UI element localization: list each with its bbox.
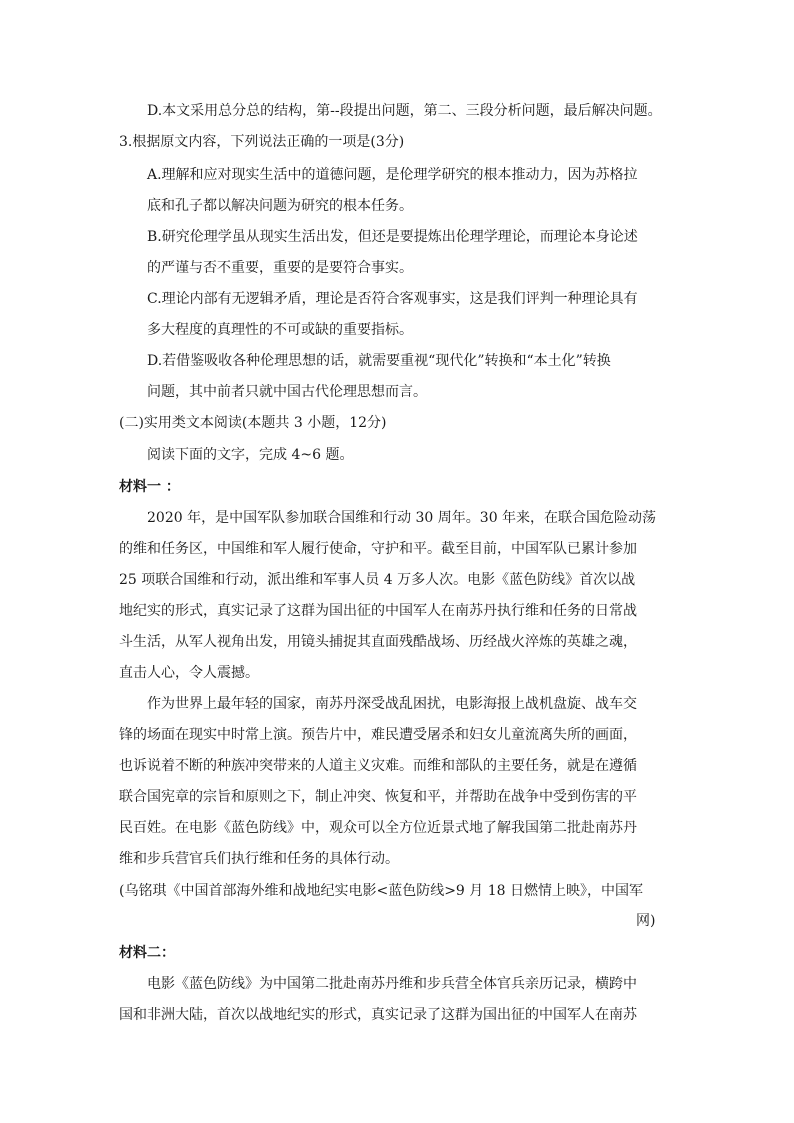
option-c-line1: C.理论内部有无逻辑矛盾，理论是否符合客观事实，这是我们评判一种理论具有 <box>147 291 638 307</box>
option-c-line2: 多大程度的真理性的不可或缺的重要指标。 <box>147 322 413 338</box>
option-d-line1: D.若借鉴吸收各种伦理思想的话，就需要重视“现代化”转换和“本土化”转换 <box>147 353 611 369</box>
option-a-line2: 底和孔子都以解决问题为研究的根本任务。 <box>147 198 413 214</box>
option-d-q2: D.本文采用总分总的结构，第--段提出问题，第二、三段分析问题，最后解决问题。 <box>147 103 662 119</box>
citation-line1: (乌铭琪《中国首部海外维和战地纪实电影<蓝色防线>9 月 18 日燃情上映》，中国军 <box>119 883 643 899</box>
option-d-line2: 问题，其中前者只就中国古代伦理思想而言。 <box>147 384 427 400</box>
option-a-line1: A.理解和应对现实生活中的道德问题，是伦理学研究的根本推动力，因为苏格拉 <box>147 167 638 183</box>
material-1-p2-line1: 作为世界上最年轻的国家，南苏丹深受战乱困扰，电影海报上战机盘旋、战车交 <box>147 696 637 712</box>
option-b-line1: B.研究伦理学虽从现实生活出发，但还是要提炼出伦理学理论，而理论本身论述 <box>147 229 638 245</box>
material-2-heading: 材料二： <box>119 945 175 961</box>
material-2-p1-line1: 电影《蓝色防线》为中国第二批赴南苏丹维和步兵营全体官兵亲历记录，横跨中 <box>147 976 637 992</box>
material-1-p1-line5: 斗生活，从军人视角出发，用镜头捕捉其直面残酷战场、历经战火淬炼的英雄之魂， <box>119 634 637 650</box>
option-b-line2: 的严谨与否不重要，重要的是要符合事实。 <box>147 260 413 276</box>
material-1-p1-line6: 直击人心，令人震撼。 <box>119 665 259 681</box>
instruction: 阅读下面的文字，完成 4~6 题。 <box>147 447 354 463</box>
citation-line2: 网) <box>636 913 656 929</box>
material-1-p2-line6: 维和步兵营官兵们执行维和任务的具体行动。 <box>119 851 399 867</box>
material-1-p1-line3: 25 项联合国维和行动，派出维和军事人员 4 万多人次。电影《蓝色防线》首次以战 <box>119 572 636 588</box>
material-1-p2-line2: 锋的场面在现实中时常上演。预告片中，难民遭受屠杀和妇女儿童流离失所的画面， <box>119 727 637 743</box>
material-1-p2-line4: 联合国宪章的宗旨和原则之下，制止冲突、恢复和平，并帮助在战争中受到伤害的平 <box>119 789 637 805</box>
section-heading: (二)实用类文本阅读(本题共 3 小题，12分) <box>119 415 387 431</box>
material-2-p1-line2: 国和非洲大陆，首次以战地纪实的形式，真实记录了这群为国出征的中国军人在南苏 <box>119 1007 637 1023</box>
material-1-heading: 材料一 ： <box>119 479 180 495</box>
material-1-p2-line3: 也诉说着不断的种族冲突带来的人道主义灾难。而维和部队的主要任务，就是在遵循 <box>119 758 637 774</box>
material-1-p1-line2: 的维和任务区，中国维和军人履行使命，守护和平。截至目前，中国军队已累计参加 <box>119 541 637 557</box>
material-1-p1-line1: 2020 年，是中国军队参加联合国维和行动 30 周年。30 年来，在联合国危险动荡 <box>147 510 657 526</box>
material-1-p1-line4: 地纪实的形式，真实记录了这群为国出征的中国军人在南苏丹执行维和任务的日常战 <box>119 603 637 619</box>
material-1-p2-line5: 民百姓。在电影《蓝色防线》中，观众可以全方位近景式地了解我国第二批赴南苏丹 <box>119 820 637 836</box>
question-3: 3.根据原文内容，下列说法正确的一项是(3分) <box>119 134 405 150</box>
